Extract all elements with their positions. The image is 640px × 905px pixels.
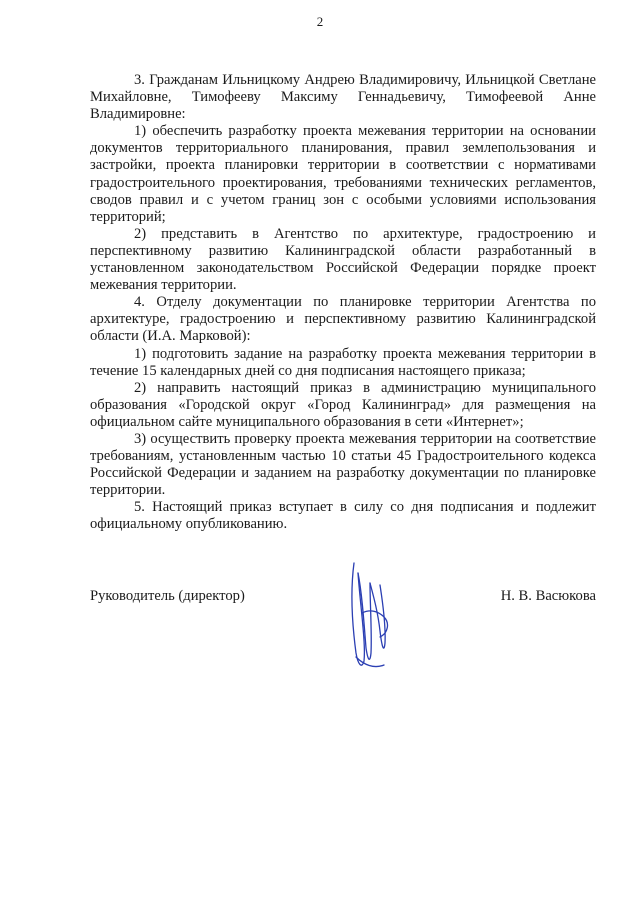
signature-strokes	[352, 563, 388, 667]
paragraph-4-2: 2) направить настоящий приказ в администрацию муниципального образования «Городской округ «Город Калининград» для размещения на официальном сайте муниципального образования в сети «Интернет»;	[90, 379, 596, 430]
signer-name: Н. В. Васюкова	[500, 588, 596, 604]
page-number: 2	[316, 14, 324, 29]
paragraph-4: 4. Отделу документации по планировке территории Агентства по архитектуре, градостроению и перспективному развитию Калининградской области (И.А. Марковой):	[90, 294, 596, 345]
signer-title: Руководитель (директор)	[90, 588, 245, 604]
paragraph-5: 5. Настоящий приказ вступает в силу со дня подписания и подлежит официальному опубликованию.	[90, 499, 596, 533]
paragraph-3-1: 1) обеспечить разработку проекта межевания территории на основании документов территориального планирования, правил землепользования и застройки, проекта планировки территории в соответствии с нормативами градостроительного проектирования, требованиями технических регламентов, сводов правил и с учетом границ зон с особыми условиями использования территорий;	[90, 123, 596, 225]
paragraph-3: 3. Гражданам Ильницкому Андрею Владимировичу, Ильницкой Светлане Михайловне, Тимофееву Максиму Геннадьевичу, Тимофеевой Анне Владимировне:	[90, 72, 596, 123]
paragraph-3-2: 2) представить в Агентство по архитектуре, градостроению и перспективному развитию Калининградской области разработанный в установленном законодательством Российской Федерации порядке проект межевания территории.	[90, 225, 596, 294]
paragraph-4-1: 1) подготовить задание на разработку проекта межевания территории в течение 15 календарных дней со дня подписания настоящего приказа;	[90, 345, 596, 379]
document-body	[90, 72, 596, 534]
paragraph-4-3: 3) осуществить проверку проекта межевания территории на соответствие требованиям, установленным частью 10 статьи 45 Градостроительного кодекса Российской Федерации и заданием на разработку документации по планировке территории.	[90, 430, 596, 499]
signature-stroke-1	[352, 563, 365, 665]
handwritten-signature	[340, 553, 400, 673]
